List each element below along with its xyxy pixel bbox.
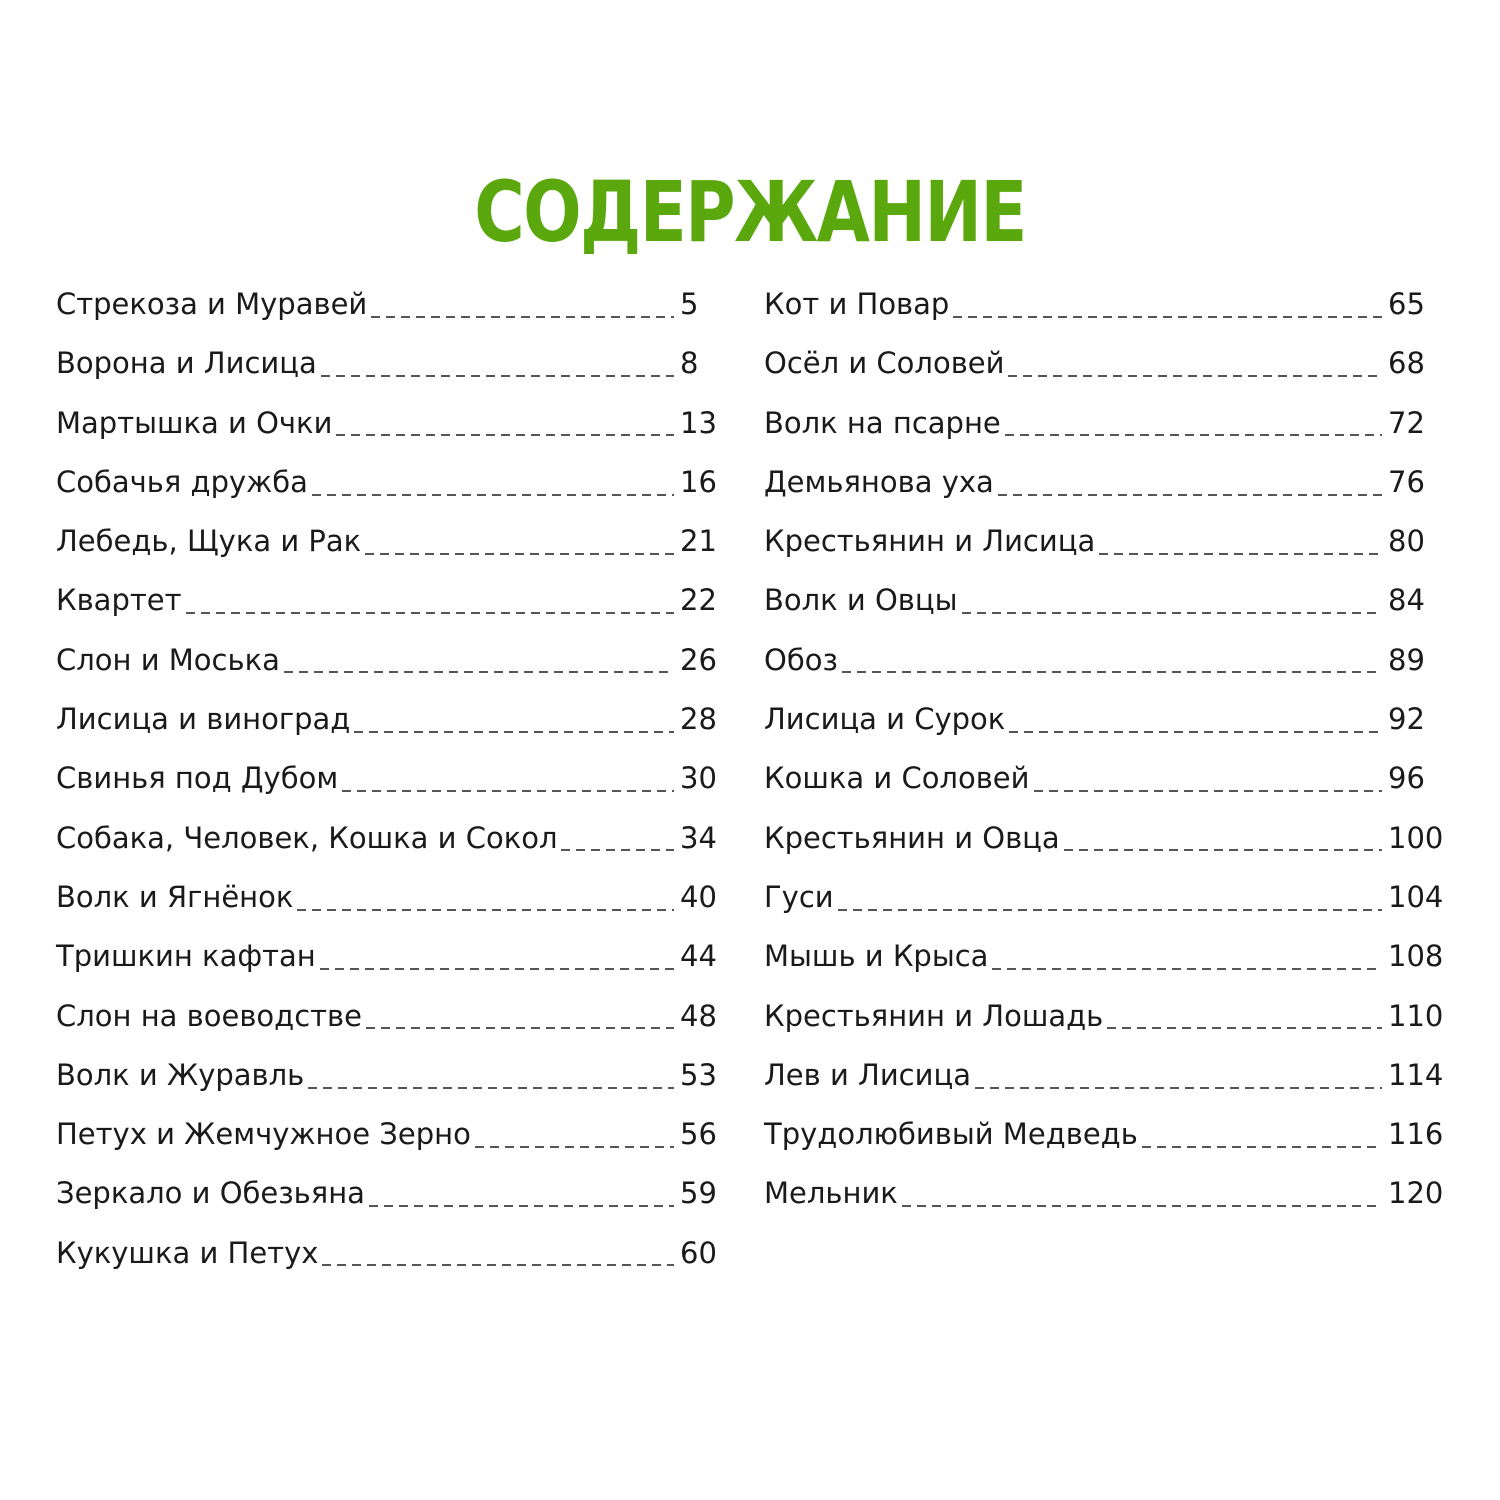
toc-entry-title: Свинья под Дубом: [56, 761, 339, 796]
toc-leader-line: [1142, 1146, 1382, 1148]
toc-column-right: [764, 275, 1444, 1224]
toc-leader-line: [975, 1087, 1382, 1089]
toc-entry-title: Волк и Овцы: [764, 583, 958, 618]
toc-entry-page-number: 5: [680, 287, 699, 321]
toc-entry-title: Слон и Моська: [56, 642, 280, 677]
toc-leader-line: [1107, 1027, 1382, 1029]
toc-entry-page-number: 72: [1388, 405, 1425, 440]
toc-entry-page-number: 44: [680, 939, 717, 974]
toc-leader-line: [1064, 849, 1382, 851]
toc-entry-title: Демьянова уха: [764, 464, 994, 499]
toc-entry[interactable]: [764, 453, 1444, 512]
toc-entry-page-number: 8: [680, 346, 699, 381]
toc-leader-line: [312, 494, 674, 496]
toc-leader-line: [297, 909, 674, 911]
toc-entry[interactable]: [764, 1046, 1444, 1105]
toc-entry-title: Мышь и Крыса: [764, 939, 989, 974]
toc-entry-title: Квартет: [56, 583, 182, 618]
toc-entry-title: Мартышка и Очки: [56, 405, 333, 440]
toc-leader-line: [354, 731, 674, 733]
toc-entry[interactable]: [764, 927, 1444, 986]
toc-entry-page-number: 21: [680, 524, 717, 559]
toc-entry[interactable]: [56, 987, 720, 1046]
toc-entry-title: Ворона и Лисица: [56, 346, 317, 381]
toc-entry[interactable]: [56, 453, 720, 512]
toc-entry-page-number: 96: [1388, 761, 1425, 796]
toc-entry[interactable]: [56, 690, 720, 749]
toc-leader-line: [953, 316, 1382, 318]
toc-leader-line: [962, 612, 1382, 614]
toc-entry-page-number: 100: [1388, 820, 1444, 855]
toc-leader-line: [369, 1205, 674, 1207]
toc-entry[interactable]: [56, 394, 720, 453]
toc-leader-line: [475, 1146, 674, 1148]
toc-entry[interactable]: [56, 749, 720, 808]
toc-column-left: [56, 275, 720, 1283]
toc-entry-title: Крестьянин и Лошадь: [764, 998, 1104, 1033]
toc-entry[interactable]: [764, 631, 1444, 690]
toc-entry-title: Лисица и Сурок: [764, 702, 1006, 737]
toc-entry-page-number: 40: [680, 879, 717, 914]
toc-entry-page-number: 60: [680, 1235, 717, 1270]
toc-entry[interactable]: [764, 275, 1444, 334]
toc-entry[interactable]: [56, 927, 720, 986]
toc-entry-page-number: 59: [680, 1176, 717, 1211]
toc-entry-page-number: 26: [680, 642, 717, 677]
toc-entry-title: Осёл и Соловей: [764, 346, 1005, 381]
toc-entry-title: Собачья дружба: [56, 464, 308, 499]
toc-leader-line: [1099, 553, 1382, 555]
toc-leader-line: [186, 612, 675, 614]
toc-entry[interactable]: [764, 512, 1444, 571]
toc-entry[interactable]: [56, 334, 720, 393]
toc-entry[interactable]: [56, 868, 720, 927]
toc-leader-line: [336, 434, 674, 436]
toc-leader-line: [365, 553, 674, 555]
toc-entry-page-number: 114: [1388, 1057, 1444, 1092]
toc-entry-page-number: 13: [680, 405, 717, 440]
toc-entry[interactable]: [56, 1105, 720, 1164]
toc-leader-line: [1005, 434, 1382, 436]
toc-leader-line: [308, 1087, 674, 1089]
toc-entry[interactable]: [764, 987, 1444, 1046]
toc-entry-title: Волк и Журавль: [56, 1057, 305, 1092]
toc-entry-title: Трудолюбивый Медведь: [764, 1117, 1138, 1152]
toc-leader-line: [838, 909, 1382, 911]
toc-entry-title: Обоз: [764, 642, 838, 677]
toc-entry[interactable]: [764, 571, 1444, 630]
toc-entry-title: Слон на воеводстве: [56, 998, 362, 1033]
toc-entry-page-number: 76: [1388, 464, 1425, 499]
toc-leader-line: [992, 968, 1382, 970]
toc-entry-page-number: 92: [1388, 702, 1425, 737]
toc-leader-line: [1009, 731, 1382, 733]
toc-entry-title: Лебедь, Щука и Рак: [56, 524, 362, 559]
toc-entry-page-number: 28: [680, 702, 717, 737]
toc-entry[interactable]: [56, 631, 720, 690]
toc-entry-page-number: 34: [680, 820, 717, 855]
page-title: СОДЕРЖАНИЕ: [474, 163, 1026, 262]
toc-entry[interactable]: [764, 809, 1444, 868]
toc-entry-page-number: 89: [1388, 642, 1425, 677]
toc-entry-page-number: 30: [680, 761, 717, 796]
toc-entry-title: Собака, Человек, Кошка и Сокол: [56, 820, 558, 855]
toc-entry[interactable]: [764, 394, 1444, 453]
toc-leader-line: [284, 671, 674, 673]
toc-leader-line: [1034, 790, 1383, 792]
toc-entry[interactable]: [56, 809, 720, 868]
toc-entry-page-number: 22: [680, 583, 717, 618]
toc-entry-title: Мельник: [764, 1176, 898, 1211]
toc-entry-page-number: 80: [1388, 524, 1425, 559]
toc-entry-title: Зеркало и Обезьяна: [56, 1176, 365, 1211]
toc-entry[interactable]: [764, 868, 1444, 927]
toc-entry-page-number: 68: [1388, 346, 1425, 381]
toc-entry-title: Крестьянин и Лисица: [764, 524, 1096, 559]
toc-leader-line: [321, 375, 674, 377]
toc-entry-title: Лисица и виноград: [56, 702, 351, 737]
toc-leader-line: [322, 1264, 674, 1266]
toc-leader-line: [366, 1027, 674, 1029]
toc-entry-title: Крестьянин и Овца: [764, 820, 1060, 855]
toc-entry-page-number: 116: [1388, 1117, 1444, 1152]
toc-entry-page-number: 84: [1388, 583, 1425, 618]
toc-entry[interactable]: [56, 1046, 720, 1105]
toc-entry-page-number: 53: [680, 1057, 717, 1092]
toc-entry-title: Кошка и Соловей: [764, 761, 1030, 796]
toc-entry[interactable]: [56, 512, 720, 571]
toc-entry-title: Волк на псарне: [764, 405, 1001, 440]
toc-entry-title: Стрекоза и Муравей: [56, 287, 368, 321]
toc-entry-title: Лев и Лисица: [764, 1057, 971, 1092]
toc-entry-title: Гуси: [764, 879, 834, 914]
toc-entry-title: Тришкин кафтан: [56, 939, 316, 974]
toc-entry-page-number: 104: [1388, 879, 1444, 914]
toc-entry-title: Петух и Жемчужное Зерно: [56, 1117, 471, 1152]
toc-entry[interactable]: [764, 1164, 1444, 1223]
toc-entry-page-number: 65: [1388, 287, 1425, 321]
toc-entry-page-number: 110: [1388, 998, 1444, 1033]
toc-entry[interactable]: [56, 275, 720, 334]
toc-entry-title: Кукушка и Петух: [56, 1235, 319, 1270]
toc-entry[interactable]: [56, 1224, 720, 1283]
toc-entry-page-number: 120: [1388, 1176, 1444, 1211]
toc-entry-page-number: 108: [1388, 939, 1444, 974]
toc-leader-line: [320, 968, 674, 970]
toc-entry-page-number: 56: [680, 1117, 717, 1152]
toc-leader-line: [1008, 375, 1382, 377]
toc-entry[interactable]: [764, 1105, 1444, 1164]
toc-leader-line: [561, 849, 674, 851]
toc-entry[interactable]: [764, 334, 1444, 393]
toc-entry-title: Кот и Повар: [764, 287, 950, 321]
toc-entry[interactable]: [56, 1164, 720, 1223]
toc-leader-line: [902, 1205, 1382, 1207]
toc-leader-line: [342, 790, 674, 792]
toc-entry-page-number: 48: [680, 998, 717, 1033]
toc-leader-line: [371, 316, 674, 318]
toc-entry-page-number: 16: [680, 464, 717, 499]
toc-entry[interactable]: [764, 749, 1444, 808]
toc-leader-line: [998, 494, 1382, 496]
toc-leader-line: [842, 671, 1382, 673]
toc-entry-title: Волк и Ягнёнок: [56, 879, 294, 914]
toc-entry[interactable]: [764, 690, 1444, 749]
toc-entry[interactable]: [56, 571, 720, 630]
